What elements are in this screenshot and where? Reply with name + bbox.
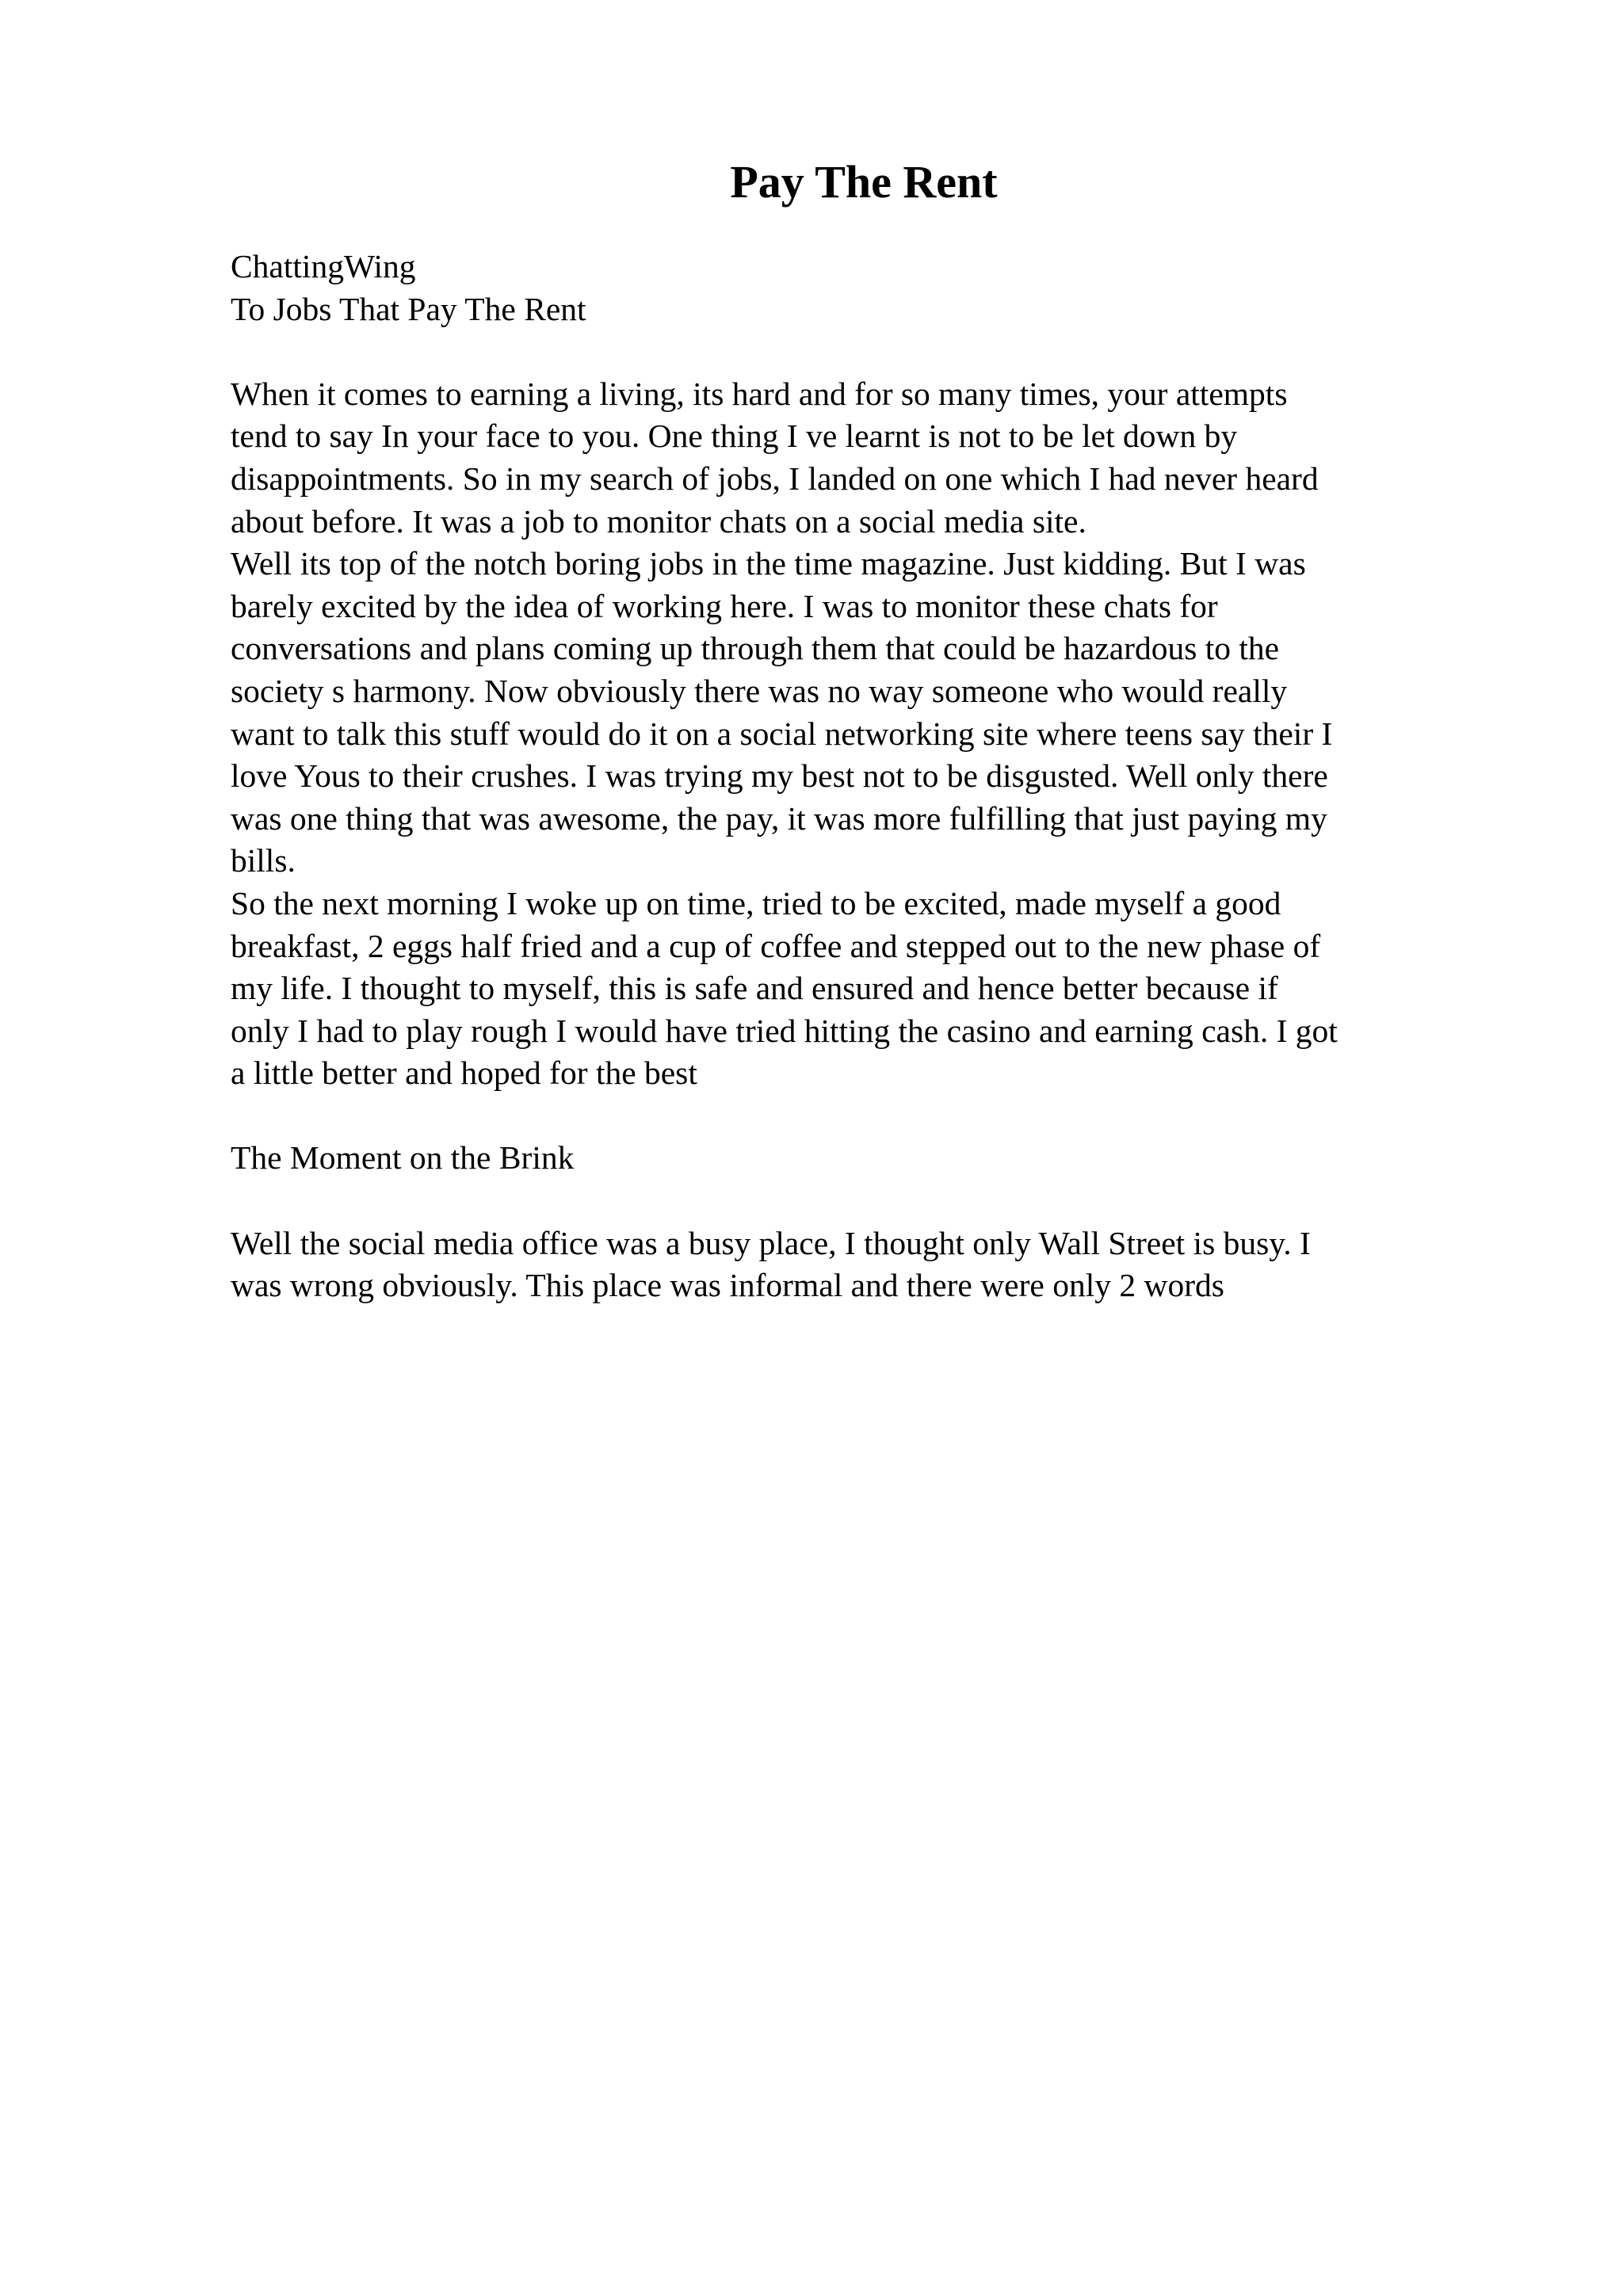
- paragraph-line: was one thing that was awesome, the pay, it was more fulfilling that just paying my: [231, 799, 1327, 837]
- paragraph-line: love Yous to their crushes. I was trying my best not to be disgusted. Well only there: [231, 757, 1328, 795]
- paragraph-line: Well the social media office was a busy place, I thought only Wall Street is busy. I: [231, 1224, 1311, 1261]
- document-title: Pay The Rent: [730, 156, 998, 208]
- paragraph-1: [231, 373, 1499, 543]
- paragraph-line: was wrong obviously. This place was informal and there were only 2 words: [231, 1267, 1224, 1304]
- author-line: ChattingWing: [231, 248, 416, 284]
- paragraph-line: a little better and hoped for the best: [231, 1055, 697, 1092]
- paragraph-line: tend to say In your face to you. One thing I ve learnt is not to be let down by: [231, 418, 1238, 455]
- paragraph-line: conversations and plans coming up through them that could be hazardous to the: [231, 630, 1280, 667]
- paragraph-line: Well its top of the notch boring jobs in the time magazine. Just kidding. But I was: [231, 545, 1306, 582]
- paragraph-line: When it comes to earning a living, its hard and for so many times, your attempts: [231, 375, 1288, 412]
- paragraph-line: society s harmony. Now obviously there was no way someone who would really: [231, 672, 1288, 709]
- paragraph-3: [231, 883, 1499, 1095]
- paragraph-line: disappointments. So in my search of jobs, I landed on one which I had never heard: [231, 460, 1319, 497]
- paragraph-line: So the next morning I woke up on time, tried to be excited, made myself a good: [231, 884, 1281, 921]
- paragraph-line: bills.: [231, 842, 296, 879]
- paragraph-line: barely excited by the idea of working here. I was to monitor these chats for: [231, 587, 1218, 624]
- paragraph-line: only I had to play rough I would have tried hitting the casino and earning cash. I got: [231, 1012, 1338, 1049]
- blank-line: [231, 1095, 1499, 1138]
- blank-line: [231, 1180, 1499, 1222]
- paragraph-line: my life. I thought to myself, this is safe and ensured and hence better because if: [231, 970, 1278, 1007]
- paragraph-line: about before. It was a job to monitor chats on a social media site.: [231, 502, 1086, 540]
- blank-line: [231, 330, 1499, 373]
- paragraph-4: [231, 1222, 1499, 1307]
- paragraph-line: breakfast, 2 eggs half fried and a cup of coffee and stepped out to the new phase of: [231, 927, 1321, 964]
- paragraph-2: [231, 543, 1499, 883]
- section-heading: The Moment on the Brink: [231, 1139, 575, 1177]
- subtitle-line: To Jobs That Pay The Rent: [231, 290, 586, 327]
- document-body: [231, 246, 1499, 1307]
- paragraph-line: want to talk this stuff would do it on a social networking site where teens say their I: [231, 715, 1333, 752]
